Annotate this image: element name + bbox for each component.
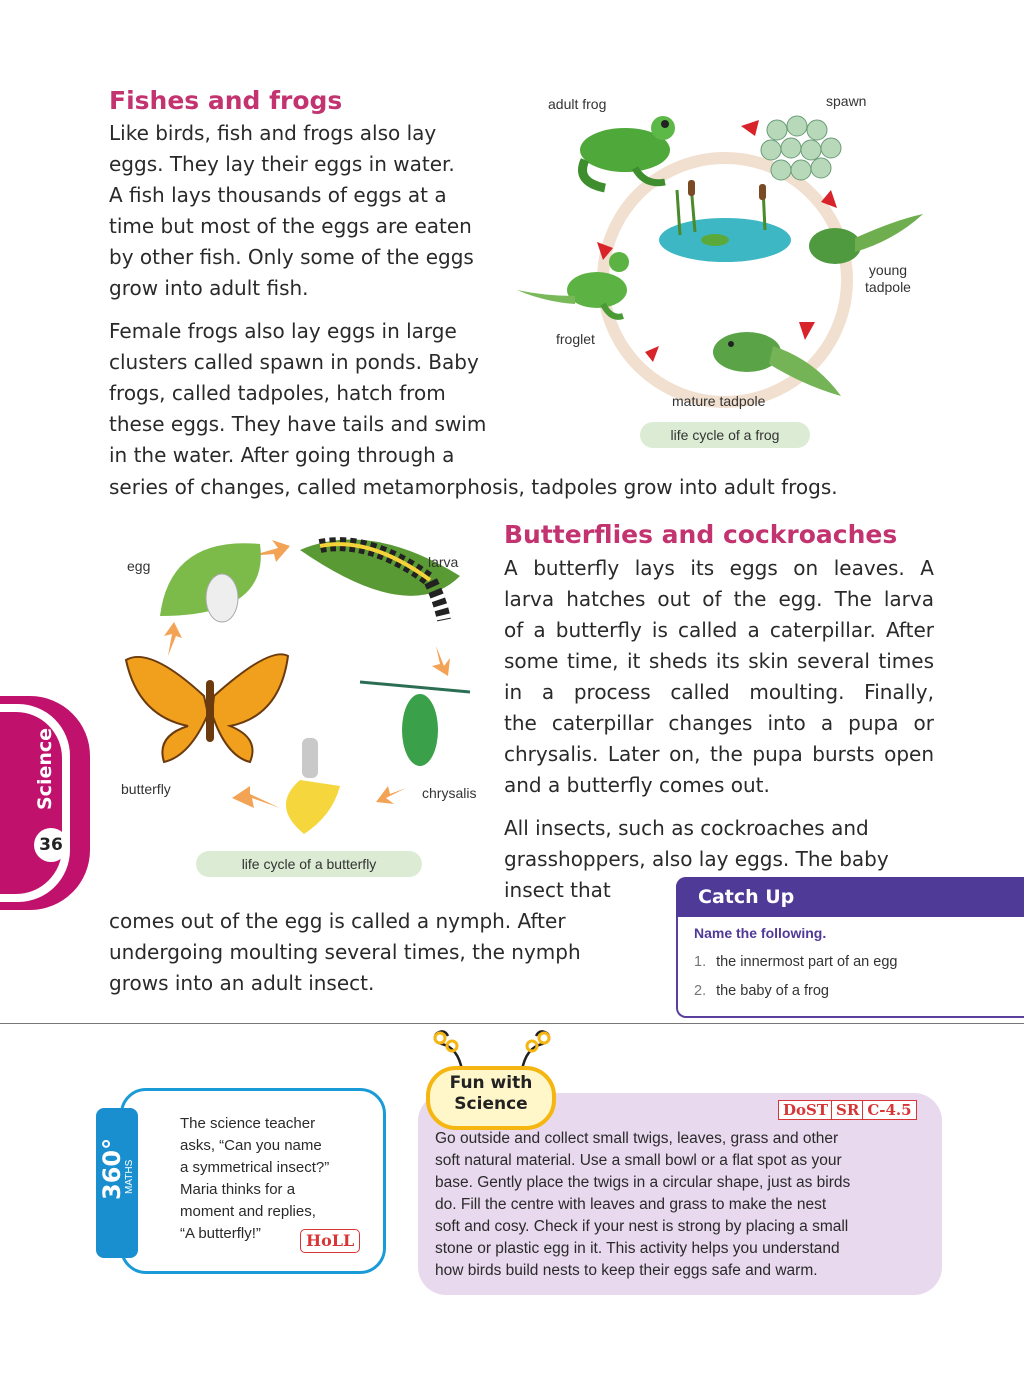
catch-up-item xyxy=(694,954,897,970)
caption-butterfly-life-cycle: life cycle of a butterfly xyxy=(196,851,422,877)
caption-frog-life-cycle: life cycle of a frog xyxy=(640,422,810,448)
side-tab-subject: Science xyxy=(34,727,56,810)
text-line: how birds build nests to keep their eggs safe and warm. xyxy=(435,1262,818,1279)
text-line: eggs. They lay their eggs in water. xyxy=(109,152,455,176)
arrow-icon xyxy=(432,646,450,676)
fun-with-science-title xyxy=(426,1073,556,1115)
text-line: asks, “Can you name xyxy=(180,1137,322,1154)
label-larva: larva xyxy=(428,554,459,570)
label-egg: egg xyxy=(127,558,151,574)
arrow-icon xyxy=(645,346,659,362)
label-froglet: froglet xyxy=(556,331,595,347)
spawn-icon xyxy=(761,116,841,180)
page-number: 36 xyxy=(34,828,68,862)
text-line: frogs, called tadpoles, hatch from xyxy=(109,381,446,405)
item-text: the baby of a frog xyxy=(716,983,829,999)
arrow-icon xyxy=(164,622,182,656)
catch-up-title: Catch Up xyxy=(698,886,795,908)
fun-with-science-text xyxy=(435,1128,923,1282)
text-line: A butterfly lays its eggs on leaves. A xyxy=(504,556,934,580)
frog-life-cycle-diagram xyxy=(515,90,935,430)
label-young-tadpole: young tadpole xyxy=(865,262,911,295)
label-mature-tadpole: mature tadpole xyxy=(672,393,766,409)
text-line: of a butterfly is called a caterpillar. After xyxy=(504,618,934,642)
text-line: base. Gently place the twigs in a circular shape, just as birds xyxy=(435,1174,851,1191)
badge-line: Science xyxy=(454,1094,528,1114)
text-line: by other fish. Only some of the eggs xyxy=(109,245,474,269)
text-line: some time, it sheds its skin several times xyxy=(504,649,934,673)
maths-360-text xyxy=(180,1113,370,1245)
badge-line: Fun with xyxy=(449,1073,533,1093)
text-line: “A butterfly!” xyxy=(180,1225,261,1242)
text-line: do. Fill the centre with leaves and grass to make the nest xyxy=(435,1196,827,1213)
text-line: A fish lays thousands of eggs at a xyxy=(109,183,447,207)
larva-on-leaf-icon xyxy=(300,540,460,620)
text-line: The science teacher xyxy=(180,1115,316,1132)
text-line: in a process called moulting. Finally, xyxy=(504,680,934,704)
arrow-icon xyxy=(376,786,406,804)
arrow-icon xyxy=(799,322,815,340)
label-spawn: spawn xyxy=(826,93,867,109)
text-line: Maria thinks for a xyxy=(180,1181,296,1198)
text-line: time but most of the eggs are eaten xyxy=(109,214,472,238)
text-line: and a butterfly comes out. xyxy=(504,773,770,797)
chrysalis-icon xyxy=(360,682,470,766)
butterflies-paragraph xyxy=(504,553,934,801)
text-line: stone or plastic egg in it. This activity helps you understand xyxy=(435,1240,840,1257)
butterfly-icon xyxy=(126,654,288,762)
catch-up-item xyxy=(694,983,829,999)
text-line: moment and replies, xyxy=(180,1203,316,1220)
text-line: All insects, such as cockroaches and xyxy=(504,816,869,840)
text-line: insect that xyxy=(504,878,611,902)
label-butterfly: butterfly xyxy=(121,781,171,797)
item-number: 2. xyxy=(694,983,707,999)
maths-360-badge: 360° xyxy=(98,1137,126,1200)
text-line: Female frogs also lay eggs in large xyxy=(109,319,457,343)
tag-c45: C-4.5 xyxy=(862,1100,916,1120)
emerging-butterfly-icon xyxy=(286,738,340,834)
dost-tags xyxy=(780,1101,917,1119)
text-line: soft and cosy. Check if your nest is strong by placing a small xyxy=(435,1218,849,1235)
holl-tag: HoLL xyxy=(300,1229,360,1253)
text-line: Like birds, fish and frogs also lay xyxy=(109,121,437,145)
tag-sr: SR xyxy=(831,1100,864,1120)
arrow-icon xyxy=(232,786,280,808)
text-line: chrysalis. Later on, the pupa bursts open xyxy=(504,742,934,766)
text-line: series of changes, called metamorphosis, tadpoles grow into adult frogs. xyxy=(109,475,838,499)
text-line: larva hatches out of the egg. The larva xyxy=(504,587,934,611)
item-text: the innermost part of an egg xyxy=(716,954,898,970)
text-line: clusters called spawn in ponds. Baby xyxy=(109,350,479,374)
text-line: these eggs. They have tails and swim xyxy=(109,412,487,436)
text-line: the caterpillar changes into a pupa or xyxy=(504,711,934,735)
label-adult-frog: adult frog xyxy=(548,96,607,112)
text-line: undergoing moulting several times, the nymph xyxy=(109,940,581,964)
divider xyxy=(0,1023,1024,1024)
text-line: grow into adult fish. xyxy=(109,276,309,300)
text-line: grows into an adult insect. xyxy=(109,971,375,995)
text-line: a symmetrical insect?” xyxy=(180,1159,330,1176)
maths-label: MATHS xyxy=(124,1159,135,1194)
text-line: in the water. After going through a xyxy=(109,443,455,467)
item-number: 1. xyxy=(694,954,707,970)
catch-up-subtitle: Name the following. xyxy=(694,925,827,941)
text-line: comes out of the egg is called a nymph. After xyxy=(109,909,566,933)
text-line: grasshoppers, also lay eggs. The baby xyxy=(504,847,889,871)
section-heading-fishes-frogs: Fishes and frogs xyxy=(109,86,343,115)
text-line: Go outside and collect small twigs, leaves, grass and other xyxy=(435,1130,839,1147)
arrow-icon xyxy=(741,120,759,136)
nymph-paragraph xyxy=(109,906,649,999)
tag-dost: DoST xyxy=(778,1100,833,1120)
frogs-paragraph xyxy=(109,316,519,471)
fishes-paragraph xyxy=(109,118,519,304)
egg-on-leaf-icon xyxy=(160,543,261,622)
text-line: soft natural material. Use a small bowl or a flat spot as your xyxy=(435,1152,842,1169)
section-heading-butterflies: Butterflies and cockroaches xyxy=(504,520,898,549)
frog-icon xyxy=(701,234,729,246)
label-chrysalis: chrysalis xyxy=(422,785,477,801)
